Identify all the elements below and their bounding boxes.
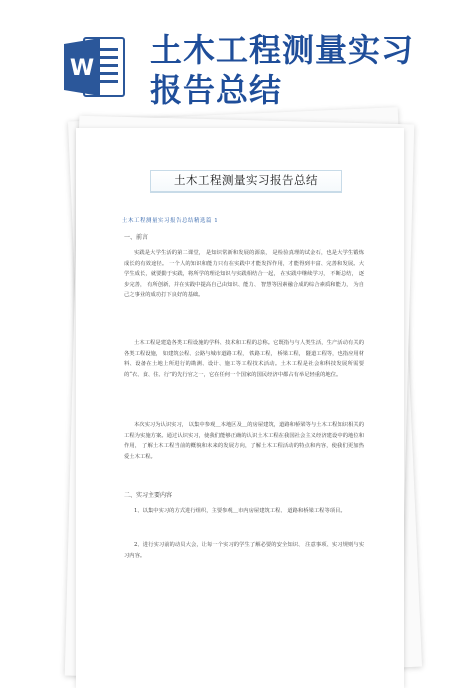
section-heading-main-content: 二、实习主要内容 bbox=[124, 492, 173, 499]
banner-title-line2: 报告总结 bbox=[150, 71, 283, 109]
word-icon-letter: W bbox=[69, 56, 95, 81]
paragraph: 2、进行实习前的动员大会，让每一个实习的学生了解必要的安全知识、 注意事项、实习规则与实习内容。 bbox=[124, 542, 364, 559]
paragraph: 本次实习为认识实习， 以集中参观＿本地区及＿的房屋建筑，道路和桥梁等与土木工程知识相关的工程为实施方案。通过认识实习，使我们能够正确的认识土木工程在我国社会主义经济建设中的地位和作用， 了解土木工程当前的概貌和未来的发展方向，了解土木工程活动的特点和内容，使我们更加热爱土木工程。 bbox=[124, 422, 364, 460]
paragraph: 实践是大学生活的第二课堂， 是知识常新和发展的源泉， 是检验真理的试金石，也是大学生锻炼成长的有效途径。 一个人的知识和能力只有在实践中才能发挥作用，才能得到丰富、完善和发展。大学生成长，就要勤于实践，将所学的理论知识与实践相结合一起， 在实践中继续学习， 不断总结， 逐步完善， 有所创新，并在实践中提高自己由知识、能力、 智慧等因素融合成的综合素质和能力， 为自己之事业的成功打下良好的基础。 bbox=[124, 250, 364, 299]
section-heading-preface: 一、前言 bbox=[124, 234, 149, 241]
banner-title-line1: 土木工程测量实习 bbox=[150, 31, 415, 69]
document-title-box bbox=[150, 170, 342, 193]
document-page bbox=[76, 128, 404, 688]
word-icon bbox=[62, 34, 126, 100]
paragraph: 土木工程是建造各类工程设施的学科、技术和工程的总称。它既指与与人类生活，生产活动有关的各类工程设施， 如建筑公程、公路与城市道路工程， 铁路工程， 桥梁工程， 隧道工程等，也指应用材料、设备在土地上所进行的勘测、设计、施工等工程技术活动。土木工程是社会和科技发展所需要的“衣、食、住、行”的先行官之一，它在任何一个国家的国民经济中都占有举足轻重的地位。 bbox=[124, 340, 364, 378]
banner bbox=[0, 0, 474, 120]
banner-title bbox=[150, 30, 470, 110]
paragraph: 1、以集中实习的方式进行组织，主要参观＿市内房屋建筑工程、 道路和桥梁工程等项目。 bbox=[134, 508, 346, 514]
document-caption: 土木工程测量实习报告总结精选篇 1 bbox=[122, 218, 219, 224]
document-title: 土木工程测量实习报告总结 bbox=[174, 173, 318, 187]
